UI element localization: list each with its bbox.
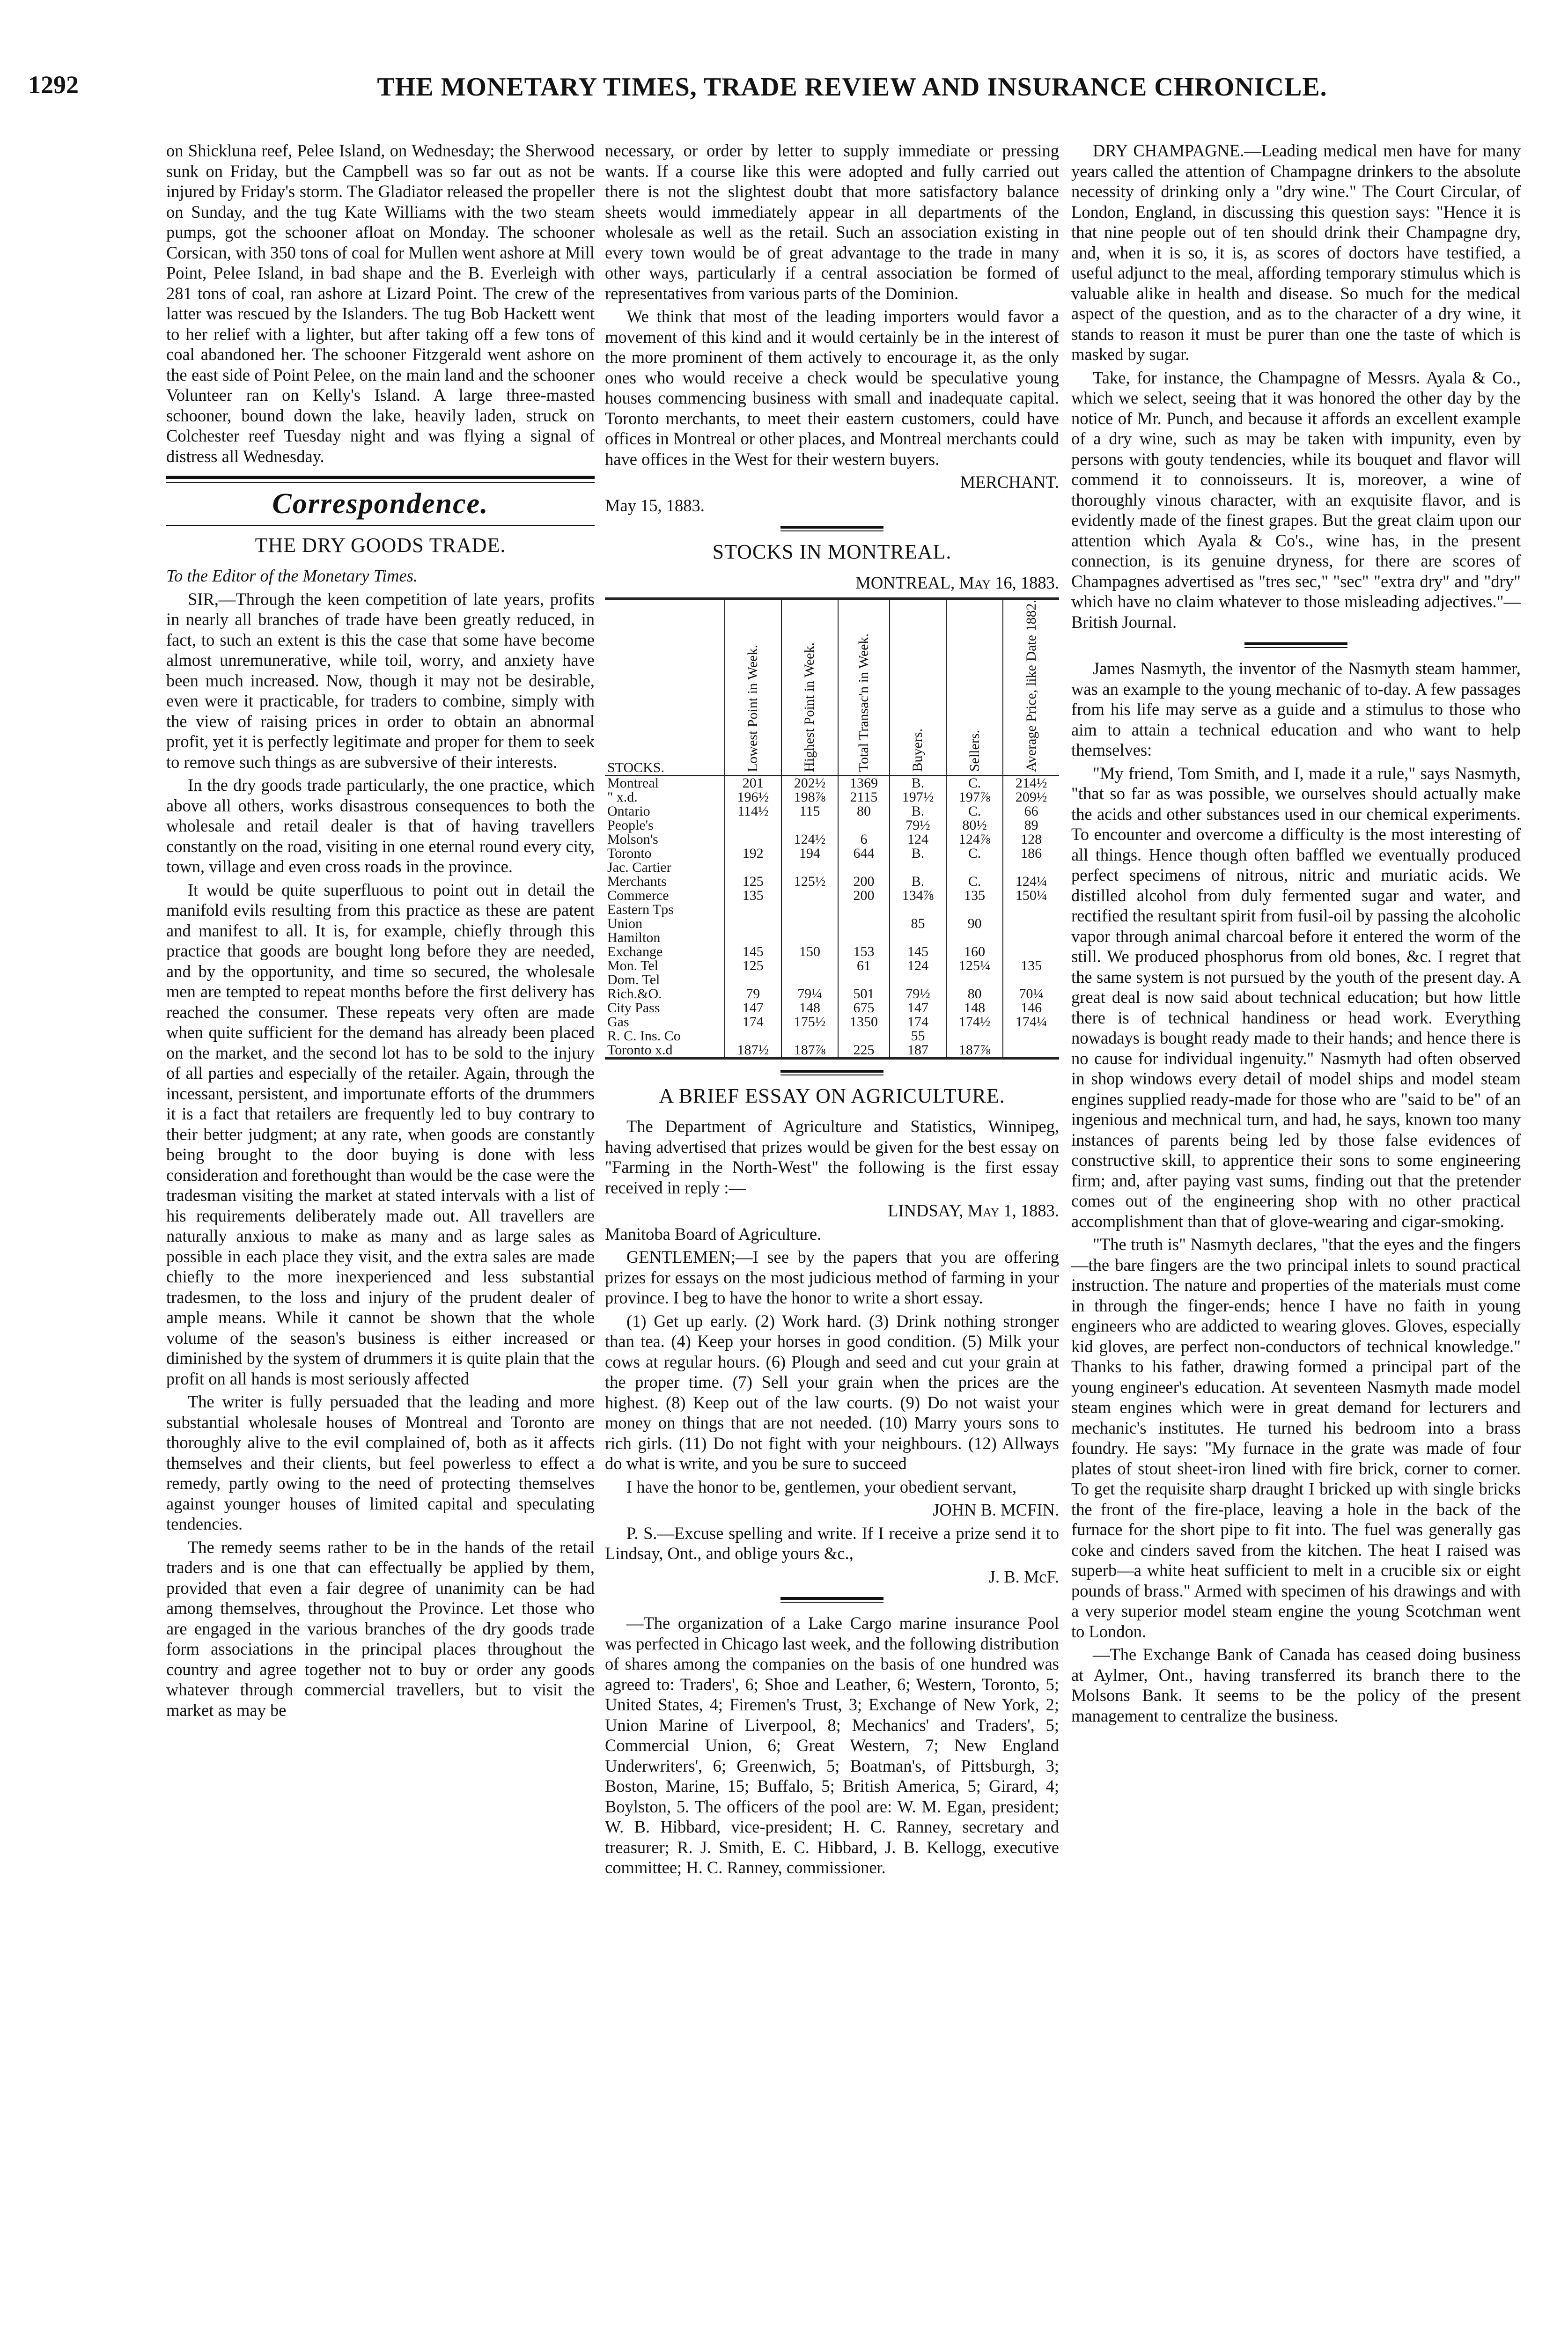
stocks-table-cell: 175½ — [781, 1015, 838, 1029]
stocks-table-cell: 135 — [946, 889, 1003, 903]
stocks-table — [605, 597, 1059, 1060]
stocks-table-cell — [838, 1029, 890, 1043]
stocks-table-row — [605, 790, 1059, 804]
stocks-table-cell: 124 — [890, 832, 946, 847]
essay-intro: The Department of Agriculture and Statistics, Winnipeg, having advertised that prizes would be given for the best essay on "Farming in the North-West" the following is the first essay received in reply :— — [605, 1117, 1059, 1197]
stocks-table-cell: 187⅞ — [781, 1043, 838, 1059]
stocks-table-row — [605, 804, 1059, 818]
stocks-table-cell: Commerce — [607, 887, 669, 903]
stocks-table-cell — [781, 861, 838, 875]
divider — [1244, 642, 1347, 648]
stocks-table-cell: 79 — [725, 987, 781, 1001]
stocks-table-cell: 125 — [725, 875, 781, 889]
divider — [780, 1597, 883, 1603]
stocks-table-cell — [781, 959, 838, 973]
stocks-table-cell: B. — [890, 775, 946, 790]
stocks-table-cell: Merchants — [607, 873, 667, 889]
stocks-table-cell — [838, 861, 890, 875]
stocks-table-cell: 125 — [725, 959, 781, 973]
stocks-table-cell: Toronto x.d — [607, 1042, 673, 1058]
lake-cargo-paragraph: —The organization of a Lake Cargo marine insurance Pool was perfected in Chicago last week, and the following distribution of shares among the companies on the basis of one hundred was agreed to: Traders', 6; Shoe and Leather, 6; Western, Toronto, 5; United States, 4; Firemen's Trust, 3; Exchange of New York, 2; Union Marine of Liverpool, 8; Mechanics' and Traders', 5; Commercial Union, 6; Great Western, 7; New England Underwriters', 6; Greenwich, 5; Boatman's, of Pittsburgh, 3; Boston, Marine, 15; Buffalo, 5; British America, 5; Girard, 4; Boylston, 5. The officers of the pool are: W. M. Egan, president; W. B. Hibbard, vice-president; H. C. Ranney, secretary and treasurer; R. J. Smith, E. C. Hibbard, J. B. Kellogg, executive committee; H. C. Ranney, commissioner. — [605, 1613, 1059, 1877]
stocks-table-cell — [781, 889, 838, 903]
essay-heading: A BRIEF ESSAY ON AGRICULTURE. — [659, 1084, 1005, 1107]
stocks-table-cell: 150¼ — [1003, 889, 1059, 903]
stocks-table-cell — [838, 903, 890, 917]
stocks-dateline: MONTREAL, May 16, 1883. — [855, 573, 1059, 592]
essay-signature: JOHN B. MCFIN. — [933, 1500, 1059, 1520]
stocks-table-cell — [946, 861, 1003, 875]
stocks-table-cell: 174½ — [946, 1015, 1003, 1029]
stocks-table-cell — [838, 917, 890, 931]
stocks-table-cell: Hamilton — [607, 929, 661, 945]
stocks-column-header-label: Highest Point in Week. — [802, 642, 817, 772]
stocks-table-cell: 192 — [725, 847, 781, 861]
stocks-column-header — [1003, 599, 1059, 776]
stocks-table-cell — [1003, 931, 1059, 945]
stocks-table-cell: 124⅞ — [946, 832, 1003, 847]
stocks-table-header — [605, 599, 1059, 776]
page-number: 1292 — [28, 71, 79, 99]
stocks-table-cell — [1003, 903, 1059, 917]
stocks-column-header-label: Average Price, like Date 1882. — [1023, 600, 1039, 772]
stocks-table-cell: Dom. Tel — [607, 972, 660, 987]
shipping-news-paragraph: on Shickluna reef, Pelee Island, on Wednesday; the Sherwood sunk on Friday, but the Campbell was so far out as not be injured by Friday's storm. The Gladiator released the propeller on Sunday, and the tug Kate Williams with the two steam pumps, got the schooner afloat on Monday. The schooner Corsican, with 350 tons of coal for Mullen went ashore at Mill Point, Pelee Island, in bad shape and the B. Everleigh with 281 tons of coal, ran ashore at Lizard Point. The crew of the latter was rescued by the Islanders. The tug Bob Hackett went to her relief with a lighter, but after taking off a few tons of coal abandoned her. The schooner Fitzgerald went ashore on the east side of Point Pelee, on the main land and the schooner Volunteer ran on Kelly's Island. A large three-masted schooner, bound down the lake, heavily laden, struck on Colchester reef Tuesday night and was flying a signal of distress all Wednesday. — [166, 141, 595, 466]
stocks-table-cell: 124¼ — [1003, 875, 1059, 889]
stocks-table-cell — [1003, 1029, 1059, 1043]
stocks-table-cell: 125¼ — [946, 959, 1003, 973]
stocks-column-header-label: Sellers. — [966, 730, 982, 772]
stocks-table-row — [605, 1001, 1059, 1015]
stocks-table-cell: 174 — [725, 1015, 781, 1029]
stocks-table-cell: 200 — [838, 889, 890, 903]
stocks-table-cell — [946, 973, 1003, 987]
stocks-table-cell: 174 — [890, 1015, 946, 1029]
stocks-table-cell — [1003, 1043, 1059, 1059]
nasmyth-paragraph: "The truth is" Nasmyth declares, "that the eyes and the fingers—the bare fingers are the two principal inlets to sound practical instruction. The nature and properties of the materials must come in through the finger-ends; hence I have no faith in young engineers who are addicted to wearing gloves. Gloves, especially kid gloves, are perfect non-conductors of technical knowledge." Thanks to his father, drawing formed a principal part of the young engineer's education. At seventeen Nasmyth made model steam engines which were in great demand for lecturers and mechanic's institutes. He turned his bedroom into a brass foundry. He says: "My furnace in the grate was made of four plates of stout sheet-iron lined with fire brick, corner to corner. To get the requisite sharp draught I bricked up with single bricks the front of the fire-place, leaving a hole in the back of the furnace for the short pipe to fit into. The fuel was generally gas coke and cinders saved from the kitchen. The heat I raised was superb—a white heat sufficient to melt in a crucible six or eight pounds of brass." Armed with specimen of his drawings and with a very superior model steam engine the young Scotchman went to London. — [1071, 1235, 1521, 1641]
stocks-table-cell: 80 — [838, 804, 890, 818]
stocks-table-cell: 134⅞ — [890, 889, 946, 903]
stocks-table-row — [605, 959, 1059, 973]
stocks-table-cell: R. C. Ins. Co — [607, 1028, 681, 1044]
essay-postscript-signature: J. B. McF. — [988, 1567, 1059, 1586]
stocks-table-row — [605, 903, 1059, 917]
stocks-table-row — [605, 1029, 1059, 1043]
stocks-table-cell — [781, 931, 838, 945]
stocks-table-cell: Union — [607, 915, 642, 931]
stocks-table-cell: 501 — [838, 987, 890, 1001]
stocks-table-row — [605, 987, 1059, 1001]
stocks-table-cell — [890, 973, 946, 987]
divider — [780, 526, 883, 531]
stocks-table-cell: 80½ — [946, 818, 1003, 832]
column-2 — [605, 140, 1059, 2341]
stocks-table-cell: 145 — [725, 945, 781, 959]
dry-champagne-paragraph: DRY CHAMPAGNE.—Leading medical men have for many years called the attention of Champagne drinkers to the absolute necessity of drinking only a "dry wine." The Court Circular, of London, England, in discussing this question says: "Hence it is that nine people out of ten should drink their Champagne dry, and, when it is so, it is, as scores of doctors have testified, a useful adjunct to the meal, affording temporary stimulus which is valuable alike in health and disease. So much for the medical aspect of the question, and as to the character of a dry wine, it stands to reason it must be purer than one the taste of which is masked by sugar. — [1071, 141, 1521, 364]
stocks-table-cell — [946, 903, 1003, 917]
stocks-table-row — [605, 1043, 1059, 1059]
stocks-table-cell: 114½ — [725, 804, 781, 818]
essay-paragraph: I have the honor to be, gentlemen, your obedient servant, — [626, 1477, 1017, 1496]
stocks-table-cell: 200 — [838, 875, 890, 889]
stocks-column-header — [890, 599, 946, 776]
stocks-table-cell: 1369 — [838, 775, 890, 790]
stocks-heading: STOCKS IN MONTREAL. — [712, 540, 952, 563]
stocks-table-cell: 202½ — [781, 775, 838, 790]
stocks-table-cell: Jac. Cartier — [607, 859, 671, 875]
stocks-table-cell: 146 — [1003, 1001, 1059, 1015]
running-title: THE MONETARY TIMES, TRADE REVIEW AND INSURANCE CHRONICLE. — [377, 73, 1327, 102]
stocks-table-cell: 79½ — [890, 987, 946, 1001]
stocks-table-cell: 135 — [1003, 959, 1059, 973]
column-1 — [166, 140, 595, 2341]
stocks-column-header — [781, 599, 838, 776]
stocks-table-cell — [725, 1029, 781, 1043]
stocks-table-cell: 89 — [1003, 818, 1059, 832]
stocks-table-cell — [890, 903, 946, 917]
stocks-table-row — [605, 875, 1059, 889]
stocks-table-cell — [946, 931, 1003, 945]
essay-addressee: Manitoba Board of Agriculture. — [605, 1224, 822, 1244]
stocks-table-cell: 124½ — [781, 832, 838, 847]
stocks-table-cell — [1003, 973, 1059, 987]
stocks-table-cell: Mon. Tel — [607, 957, 659, 973]
stocks-table-cell: 187⅞ — [946, 1043, 1003, 1059]
stocks-table-cell — [781, 818, 838, 832]
stocks-table-cell — [781, 1029, 838, 1043]
stocks-table-cell: 644 — [838, 847, 890, 861]
stocks-table-cell: 80 — [946, 987, 1003, 1001]
nasmyth-paragraph: "My friend, Tom Smith, and I, made it a rule," says Nasmyth, "that so far as was possible, we ourselves should actually make the acids and other substances used in our chemical experiments. To encounter and overcome a difficulty is the most interesting of all things. Hence though often baffled we eventually produced perfect specimens of nitrous, nitric and muriatic acids. We distilled alcohol from duly fermented sugar and water, and rectified the resultant spirit from fusil-oil by passing the alcoholic vapor through animal charcoal before it entered the worm of the still. We produced phosphorus from old bones, &c. I regret that the same system is not pursued by the youth of the present day. A great deal is now said about technical education; but how little there is of technical handiness or head work. Everything nowadays is bought ready made to their hands; and hence there is no cause for individual ingenuity." Nasmyth had often observed in shop windows every detail of model ships and model steam engines supplied ready-made for those who are "said to be" of an ingenious and mechnical turn, and had, he says, known too many instances of parents being led by those false evidences of constructive skill, to apprentice their sons to some engineering firm; and, after paying vast sums, finding out that the pretender comes out of the engineering shop with no other practical accomplishment than that of glove-wearing and cigar-smoking. — [1071, 763, 1521, 1231]
article-paragraph: The writer is fully persuaded that the leading and more substantial wholesale houses of Montreal and Toronto are thoroughly alive to the evil complained of, both as it affects themselves and their clients, but feel powerless to effect a remedy, partly owing to the need of protecting themselves against younger houses of limited capital and speculating tendencies. — [166, 1392, 595, 1533]
stocks-table-cell — [725, 832, 781, 847]
stocks-table-cell — [946, 1029, 1003, 1043]
stocks-table-cell: Montreal — [607, 775, 659, 791]
stocks-table-cell — [781, 903, 838, 917]
essay-postscript: P. S.—Excuse spelling and write. If I receive a prize send it to Lindsay, Ont., and oblige yours &c., — [605, 1523, 1059, 1563]
article-paragraph: SIR,—Through the keen competition of late years, profits in nearly all branches of trade have been greatly reduced, in fact, to such an extent is this the case that some have become almost unremunerative, while toil, worry, and anxiety have been much increased. Now, though it may not be desirable, even were it practicable, for traders to combine, simply with the view of raising prices in order to obtain an abnormal profit, yet it is perfectly legitimate and proper for them to seek to remove such things as are subversive of their interests. — [166, 589, 595, 772]
essay-dateline: LINDSAY, May 1, 1883. — [888, 1201, 1059, 1221]
stocks-table-cell: 153 — [838, 945, 890, 959]
stocks-table-cell — [725, 861, 781, 875]
stocks-column-header — [946, 599, 1003, 776]
stocks-table-cell: 150 — [781, 945, 838, 959]
stocks-table-cell: 197⅞ — [946, 790, 1003, 804]
article-paragraph: Take, for instance, the Champagne of Messrs. Ayala & Co., which we select, seeing that it was honored the other day by the notice of Mr. Punch, and because it affords an excellent example of a dry wine, such as may be taken with impunity, even by persons with gouty tendencies, while its bouquet and flavor will commend it to connoisseurs. It is, moreover, a wine of thoroughly vinous character, with an exquisite flavor, and is evidently made of the finest grapes. But the great claim upon our attention which Ayala & Co's., wine has, in the present connection, is its genuine dryness, for there are scores of Champagnes advertised as "tres sec," "sec" "extra dry" and "dry" which have no claim whatever to those misleading adjectives."—British Journal. — [1071, 368, 1521, 632]
stocks-table-cell: 1350 — [838, 1015, 890, 1029]
stocks-table-cell: B. — [890, 847, 946, 861]
stocks-table-cell: C. — [946, 775, 1003, 790]
stocks-table-cell: 148 — [781, 1001, 838, 1015]
stocks-table-row — [605, 945, 1059, 959]
stocks-table-cell: 186 — [1003, 847, 1059, 861]
stocks-table-cell: 147 — [890, 1001, 946, 1015]
divider — [780, 1070, 883, 1075]
stocks-table-cell: Molson's — [607, 831, 658, 847]
stocks-table-row — [605, 973, 1059, 987]
stocks-table-cell: 160 — [946, 945, 1003, 959]
stocks-table-cell: C. — [946, 875, 1003, 889]
stocks-table-cell — [1003, 861, 1059, 875]
column-3 — [1071, 140, 1521, 2341]
stocks-table-cell: Toronto — [607, 845, 652, 861]
stocks-table-cell: Rich.&O. — [607, 986, 662, 1001]
article-paragraph: necessary, or order by letter to supply immediate or pressing wants. If a course like this were adopted and fully carried out there is not the slightest doubt that more satisfactory balance sheets would immediately appear in all departments of the wholesale as well as the retail. Such an association existing in every town would be of great advantage to the trade in many other ways, particularly if a central association be formed of representatives from various parts of the Dominion. — [605, 141, 1059, 303]
stocks-table-row — [605, 1015, 1059, 1029]
stocks-table-cell: 115 — [781, 804, 838, 818]
stocks-table-cell: C. — [946, 804, 1003, 818]
stocks-table-cell: 61 — [838, 959, 890, 973]
stocks-column-header-label: Buyers. — [910, 729, 926, 772]
stocks-table-cell: 124 — [890, 959, 946, 973]
stocks-table-cell: 197½ — [890, 790, 946, 804]
letter-date: May 15, 1883. — [605, 495, 705, 515]
stocks-table-cell — [725, 917, 781, 931]
stocks-table-cell: B. — [890, 875, 946, 889]
stocks-table-cell: 198⅞ — [781, 790, 838, 804]
stocks-table-row — [605, 818, 1059, 832]
stocks-table-cell: Eastern Tps — [607, 901, 674, 917]
letter-signature: MERCHANT. — [960, 472, 1059, 492]
stocks-table-row — [605, 889, 1059, 903]
article-paragraph: The remedy seems rather to be in the hands of the retail traders and is one that can effectually be applied by them, provided that even a fair degree of unanimity can be had among themselves, throughout the Province. Let those who are engaged in the various branches of the dry goods trade form associations in the principal places throughout the country and agree together not to buy or order any goods whatever through commercial travellers, but to visit the market as may be — [166, 1537, 595, 1720]
stocks-table-cell: 135 — [725, 889, 781, 903]
essay-paragraph: (1) Get up early. (2) Work hard. (3) Drink nothing stronger than tea. (4) Keep your horses in good condition. (5) Milk your cows at regular hours. (6) Plough and seed and cut your grain at the proper time. (7) Sell your grain when the prices are the highest. (8) Keep out of the law courts. (9) Do not waist your money on things that are not needed. (10) Marry yours sons to rich girls. (11) Do not fight with your neighbours. (12) Allways do what is write, and you be sure to succeed — [605, 1311, 1059, 1473]
stocks-table-cell: 66 — [1003, 804, 1059, 818]
stocks-column-header — [838, 599, 890, 776]
stocks-table-cell: 148 — [946, 1001, 1003, 1015]
stocks-table-cell: 79¼ — [781, 987, 838, 1001]
stocks-table-row — [605, 775, 1059, 790]
article-paragraph: It would be quite superfluous to point out in detail the manifold evils resulting from this practice as these are patent and manifest to all. It is, for example, chiefly through this practice that goods are bought long before they are needed, and by the opportunity, and time so secured, the wholesale men are tempted to repeat months before the first delivery has reached the consumer. These repeats very often are made when quite sufficient for the demand has already been placed on the market, and the second lot has to be sold to the injury of all parties and especially of the retailer. Again, through the incessant, persistent, and importunate efforts of the drummers it is a fact that retailers are frequently led to buy contrary to their better judgment; at any rate, when goods are constantly being brought to the door buying is done with less consideration and forethought than would be the case were the tradesman visiting the market at stated intervals with a list of his requirements deliberately made out. All travellers are naturally anxious to make as many and as large sales as possible in each place they visit, and the extra sales are made chiefly to the more inexperienced and less substantial tradesmen, to the loss and injury of the prudent dealer of ample means. While it cannot be shown that the whole volume of the season's business is either increased or diminished by the system of drummers it is quite plain that the profit on all hands is most seriously affected — [166, 880, 595, 1388]
stocks-table-cell: 125½ — [781, 875, 838, 889]
stocks-table-cell — [890, 861, 946, 875]
stocks-table-cell: 675 — [838, 1001, 890, 1015]
stocks-table-row — [605, 931, 1059, 945]
stocks-table-cell: 214½ — [1003, 775, 1059, 790]
stocks-table-cell — [838, 818, 890, 832]
stocks-table-row — [605, 832, 1059, 847]
stocks-table-cell: 174¼ — [1003, 1015, 1059, 1029]
stocks-table-cell: C. — [946, 847, 1003, 861]
stocks-table-cell — [1003, 917, 1059, 931]
stocks-table-cell: 187½ — [725, 1043, 781, 1059]
divider — [166, 482, 595, 483]
exchange-bank-paragraph: —The Exchange Bank of Canada has ceased doing business at Aylmer, Ont., having transferred its branch there to the Molsons Bank. It seems to be the policy of the present management to centralize the business. — [1071, 1645, 1521, 1725]
stocks-table-cell: Gas — [607, 1014, 629, 1030]
stocks-table-row — [605, 861, 1059, 875]
stocks-table-cell: Exchange — [607, 943, 663, 959]
stocks-table-row — [605, 847, 1059, 861]
stocks-table-cell: 201 — [725, 775, 781, 790]
stocks-table-cell: 79½ — [890, 818, 946, 832]
stocks-table-cell — [725, 903, 781, 917]
stocks-table-cell: " x.d. — [607, 789, 638, 805]
stocks-table-cell — [725, 931, 781, 945]
stocks-table-cell: 128 — [1003, 832, 1059, 847]
stocks-table-cell: 225 — [838, 1043, 890, 1059]
stocks-table-cell — [838, 973, 890, 987]
page-header — [28, 70, 1540, 122]
to-editor-line: To the Editor of the Monetary Times. — [166, 566, 418, 585]
stocks-table-cell — [781, 973, 838, 987]
stocks-table-cell: 2115 — [838, 790, 890, 804]
stocks-table-cell: 145 — [890, 945, 946, 959]
correspondence-heading: Correspondence. — [272, 488, 489, 520]
stocks-table-cell: 55 — [890, 1029, 946, 1043]
divider — [166, 476, 595, 479]
essay-paragraph: GENTLEMEN;—I see by the papers that you are offering prizes for essays on the most judicious method of farming in your province. I beg to have the honor to write a short essay. — [605, 1247, 1059, 1308]
stocks-table-cell — [725, 818, 781, 832]
stocks-table-cell: 6 — [838, 832, 890, 847]
stocks-table-cell: B. — [890, 804, 946, 818]
dry-goods-heading: THE DRY GOODS TRADE. — [255, 533, 506, 557]
stocks-table-cell: 90 — [946, 917, 1003, 931]
stocks-table-cell — [838, 931, 890, 945]
stocks-table-cell: 209½ — [1003, 790, 1059, 804]
stocks-table-cell: 147 — [725, 1001, 781, 1015]
stocks-table-row — [605, 917, 1059, 931]
divider — [166, 525, 595, 526]
stocks-column-header: STOCKS. — [605, 599, 725, 776]
stocks-table-cell: 85 — [890, 917, 946, 931]
stocks-table-cell: 70¼ — [1003, 987, 1059, 1001]
stocks-table-cell: 194 — [781, 847, 838, 861]
stocks-table-cell — [1003, 945, 1059, 959]
stocks-column-header — [725, 599, 781, 776]
stocks-column-header-label: Lowest Point in Week. — [745, 644, 761, 772]
stocks-table-cell: People's — [607, 817, 654, 833]
stocks-table-cell: City Pass — [607, 1000, 660, 1016]
stocks-column-header-label: Total Transac'n in Week. — [855, 633, 871, 772]
stocks-table-cell — [890, 931, 946, 945]
article-paragraph: In the dry goods trade particularly, the one practice, which above all others, works disastrous consequences to both the wholesale and retail dealer is that of having travellers constantly on the road, visiting in one eternal round every city, town, village and even cross roads in the province. — [166, 775, 595, 876]
stocks-table-cell: 187 — [890, 1043, 946, 1059]
stocks-table-cell — [781, 917, 838, 931]
nasmyth-paragraph: James Nasmyth, the inventor of the Nasmyth steam hammer, was an example to the young mechanic of to-day. A few passages from his life may serve as a guide and a stimulus to those who aim to attain a technical education and who want to help themselves: — [1071, 659, 1521, 759]
stocks-table-cell: 196½ — [725, 790, 781, 804]
stocks-table-cell — [725, 973, 781, 987]
stocks-table-cell: Ontario — [607, 803, 650, 819]
article-paragraph: We think that most of the leading importers would favor a movement of this kind and it would certainly be in the interest of the more prominent of them actively to encourage it, as the only ones who would receive a check would be speculative young houses commencing business with small and inadequate capital. Toronto merchants, to meet their eastern customers, could have offices in Montreal or other places, and Montreal merchants could have offices in the West for their western buyers. — [605, 307, 1059, 469]
